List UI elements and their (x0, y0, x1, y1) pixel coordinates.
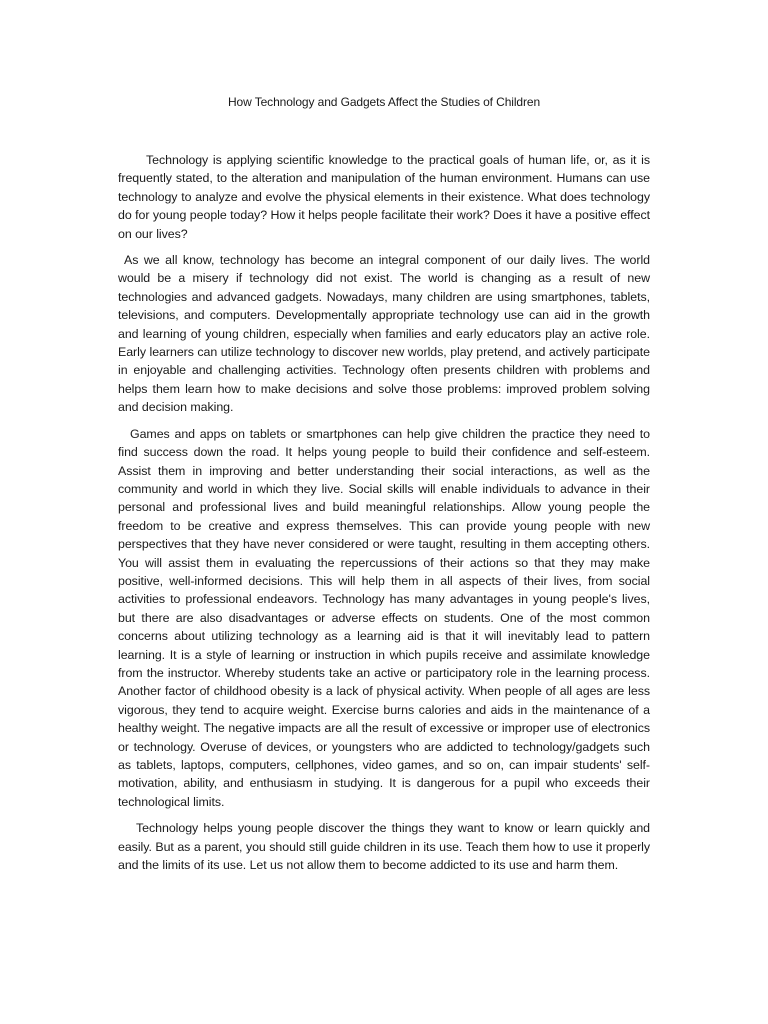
paragraph-1: Technology is applying scientific knowledge to the practical goals of human life, or, as it is frequently stated, to the alteration and manipulation of the human environment. Humans can use technology to analyze and evolve the physical elements in their existence. What does technology do for young people today? How it helps people facilitate their work? Does it have a positive effect on our lives? (118, 153, 650, 241)
paragraph-3: Games and apps on tablets or smartphones can help give children the practice they need to find success down the road. It helps young people to build their confidence and self-esteem. Assist them in improving and better understanding their social interactions, as well as the community and world in which they live. Social skills will enable individuals to advance in their personal and professional lives and build meaningful relationships. Allow young people the freedom to be creative and express themselves. This can provide young people with new perspectives that they have never considered or were taught, resulting in them accepting others. You will assist them in evaluating the repercussions of their actions so that they may make positive, well-informed decisions. This will help them in all aspects of their lives, from social activities to professional endeavors. Technology has many advantages in young people's lives, but there are also disadvantages or adverse effects on students. One of the most common concerns about utilizing technology as a learning aid is that it will inevitably lead to pattern learning. It is a style of learning or instruction in which pupils receive and assimilate knowledge from the instructor. Whereby students take an active or participatory role in the learning process. Another factor of childhood obesity is a lack of physical activity. When people of all ages are less vigorous, they tend to acquire weight. Exercise burns calories and aids in the maintenance of a healthy weight. The negative impacts are all the result of excessive or improper use of electronics or technology. Overuse of devices, or youngsters who are addicted to technology/gadgets such as tablets, laptops, computers, cellphones, video games, and so on, can impair students' self-motivation, ability, and enthusiasm in studying. It is dangerous for a pupil who exceeds their technological limits. (118, 426, 650, 809)
document-body (118, 151, 650, 882)
document-title: How Technology and Gadgets Affect the Studies of Children (227, 95, 541, 109)
paragraph-2: As we all know, technology has become an integral component of our daily lives. The world would be a misery if technology did not exist. The world is changing as a result of new technologies and advanced gadgets. Nowadays, many children are using smartphones, tablets, televisions, and computers. Developmentally appropriate technology use can aid in the growth and learning of young children, especially when families and early educators play an active role. Early learners can utilize technology to discover new worlds, play pretend, and actively participate in enjoyable and challenging activities. Technology often presents children with problems and helps them learn how to make decisions and solve those problems: improved problem solving and decision making. (118, 253, 650, 415)
paragraph-4: Technology helps young people discover the things they want to know or learn quickly and easily. But as a parent, you should still guide children in its use. Teach them how to use it properly and the limits of its use. Let us not allow them to become addicted to its use and harm them. (118, 821, 650, 873)
